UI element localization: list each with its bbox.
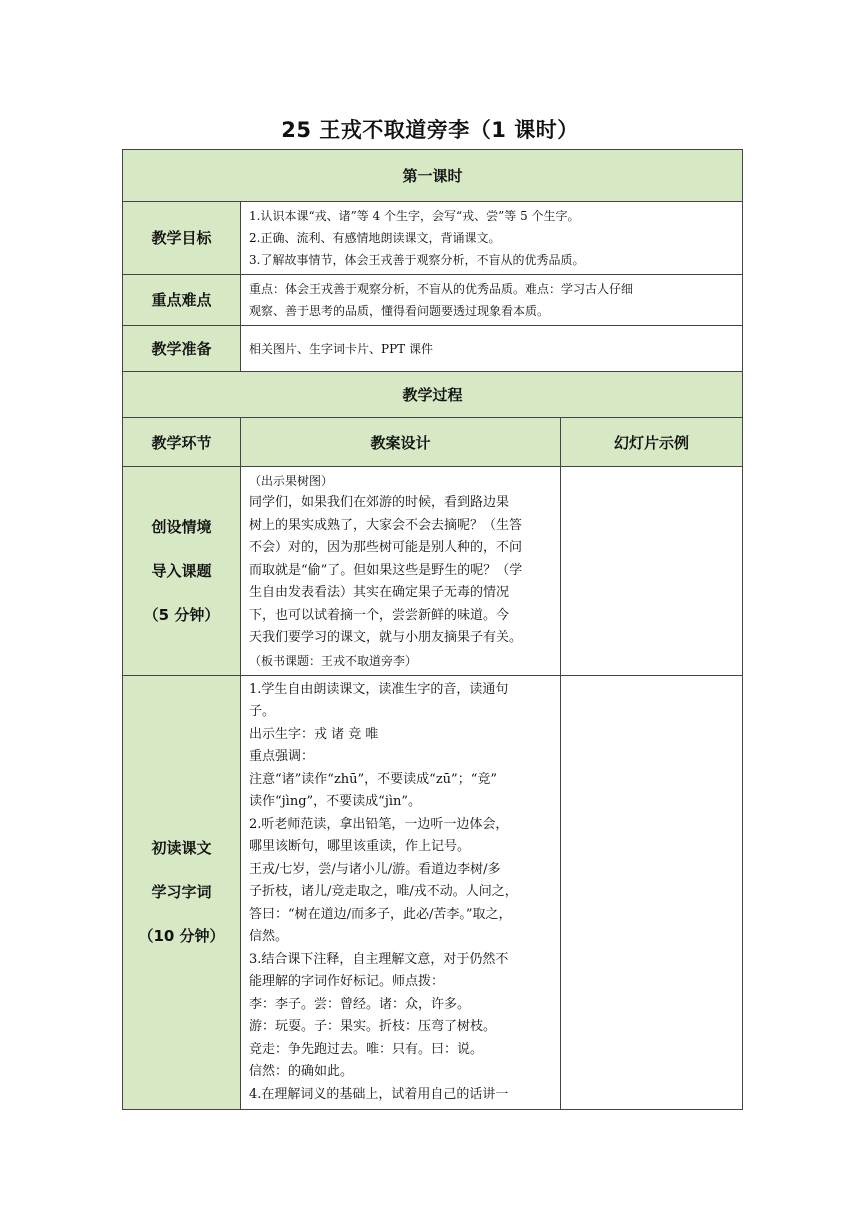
goals-line: 3.了解故事情节，体会王戎善于观察分析，不盲从的优秀品质。	[249, 253, 585, 267]
stage2-line: 王戎/七岁，尝/与诸小儿/游。看道边李树/多	[249, 861, 501, 877]
lesson-plan-table	[122, 149, 743, 1110]
stage1-line: 天我们要学习的课文，就与小朋友摘果子有关。	[249, 630, 523, 645]
stage1-line: 同学们，如果我们在郊游的时候，看到路边果	[249, 495, 510, 510]
stage2-line: 子。	[249, 704, 276, 719]
stage2-label-line: （10 分钟）	[138, 927, 225, 946]
stage1-line: 生自由发表看法）其实在确定果子无毒的情况	[249, 585, 510, 600]
section-header-first-lesson: 第一课时	[123, 150, 743, 202]
column-header-stage: 教学环节	[123, 418, 241, 467]
stage1-label	[123, 467, 241, 676]
stage2-line: 2.听老师范读，拿出铅笔，一边听一边体会，	[249, 816, 509, 832]
stage2-line: 注意“诸”读作“zhū”，不要读成“zū”；“竞”	[249, 771, 497, 787]
key-line: 重点：体会王戎善于观察分析，不盲从的优秀品质。难点：学习古人仔细	[249, 282, 634, 296]
stage1-slides	[561, 467, 743, 676]
stage1-line: （出示果树图）	[249, 474, 334, 488]
goals-line: 2.正确、流利、有感情地朗读课文，背诵课文。	[249, 231, 501, 245]
stage2-label-line: 初读课文	[151, 839, 212, 858]
stage2-line: 能理解的字词作好标记。师点拨：	[249, 974, 445, 989]
stage2-label	[123, 675, 241, 1110]
stage2-line: 信然：的确如此。	[249, 1064, 354, 1079]
key-points-label: 重点难点	[123, 275, 241, 326]
stage2-line: 游：玩耍。子：果实。折枝：压弯了树枝。	[249, 1019, 497, 1034]
stage2-line: 读作“jìng”，不要读成“jìn”。	[249, 794, 422, 809]
goals-content	[241, 202, 743, 275]
stage1-line: 不会）对的，因为那些树可能是别人种的，不问	[249, 540, 523, 555]
stage1-line: 树上的果实成熟了，大家会不会去摘呢？（生答	[249, 517, 523, 533]
stage2-line: 重点强调：	[249, 749, 315, 764]
stage2-line: 竞走：争先跑过去。唯：只有。曰：说。	[249, 1041, 484, 1057]
stage2-line: 4.在理解词义的基础上，试着用自己的话讲一	[249, 1086, 509, 1102]
stage1-content	[241, 467, 561, 676]
stage1-label-line: 导入课题	[151, 561, 212, 580]
key-line: 观察、善于思考的品质，懂得看问题要透过现象看本质。	[249, 304, 550, 318]
section-header-process: 教学过程	[123, 372, 743, 418]
stage2-line: 答曰：“树在道边/而多子，此必/苦李。”取之，	[249, 906, 512, 922]
stage1-line: 下，也可以试着摘一个，尝尝新鲜的味道。今	[249, 607, 510, 623]
stage1-label-line: （5 分钟）	[143, 605, 220, 624]
stage1-line: 而取就是“偷”了。但如果这些是野生的呢？（学	[249, 562, 523, 578]
stage2-line: 哪里该断句，哪里该重读，作上记号。	[249, 839, 471, 854]
page-title: 25 王戎不取道旁李（1 课时）	[281, 118, 579, 142]
key-points-content	[241, 275, 743, 326]
goals-line: 1.认识本课“戎、诸”等 4 个生字，会写“戎、尝”等 5 个生字。	[249, 209, 580, 223]
stage2-label-line: 学习字词	[151, 883, 212, 902]
stage2-slides	[561, 675, 743, 1110]
column-header-design: 教案设计	[241, 418, 561, 467]
stage1-line: （板书课题：王戎不取道旁李）	[249, 653, 418, 668]
prep-label: 教学准备	[123, 326, 241, 372]
goals-label: 教学目标	[123, 202, 241, 275]
stage2-line: 子折枝，诸儿/竞走取之，唯/戎不动。人问之，	[249, 884, 518, 899]
stage2-content	[241, 675, 561, 1110]
stage1-label-line: 创设情境	[151, 517, 212, 536]
stage2-line: 1.学生自由朗读课文，读准生字的音，读通句	[249, 681, 509, 697]
stage2-line: 信然。	[249, 929, 289, 944]
stage2-line: 李：李子。尝：曾经。诸：众，许多。	[249, 996, 471, 1012]
stage2-line: 3.结合课下注释，自主理解文意，对于仍然不	[249, 951, 509, 967]
column-header-slides: 幻灯片示例	[561, 418, 743, 467]
prep-content: 相关图片、生字词卡片、PPT 课件	[241, 326, 743, 372]
stage2-line: 出示生字：戎 诸 竞 唯	[249, 726, 379, 742]
